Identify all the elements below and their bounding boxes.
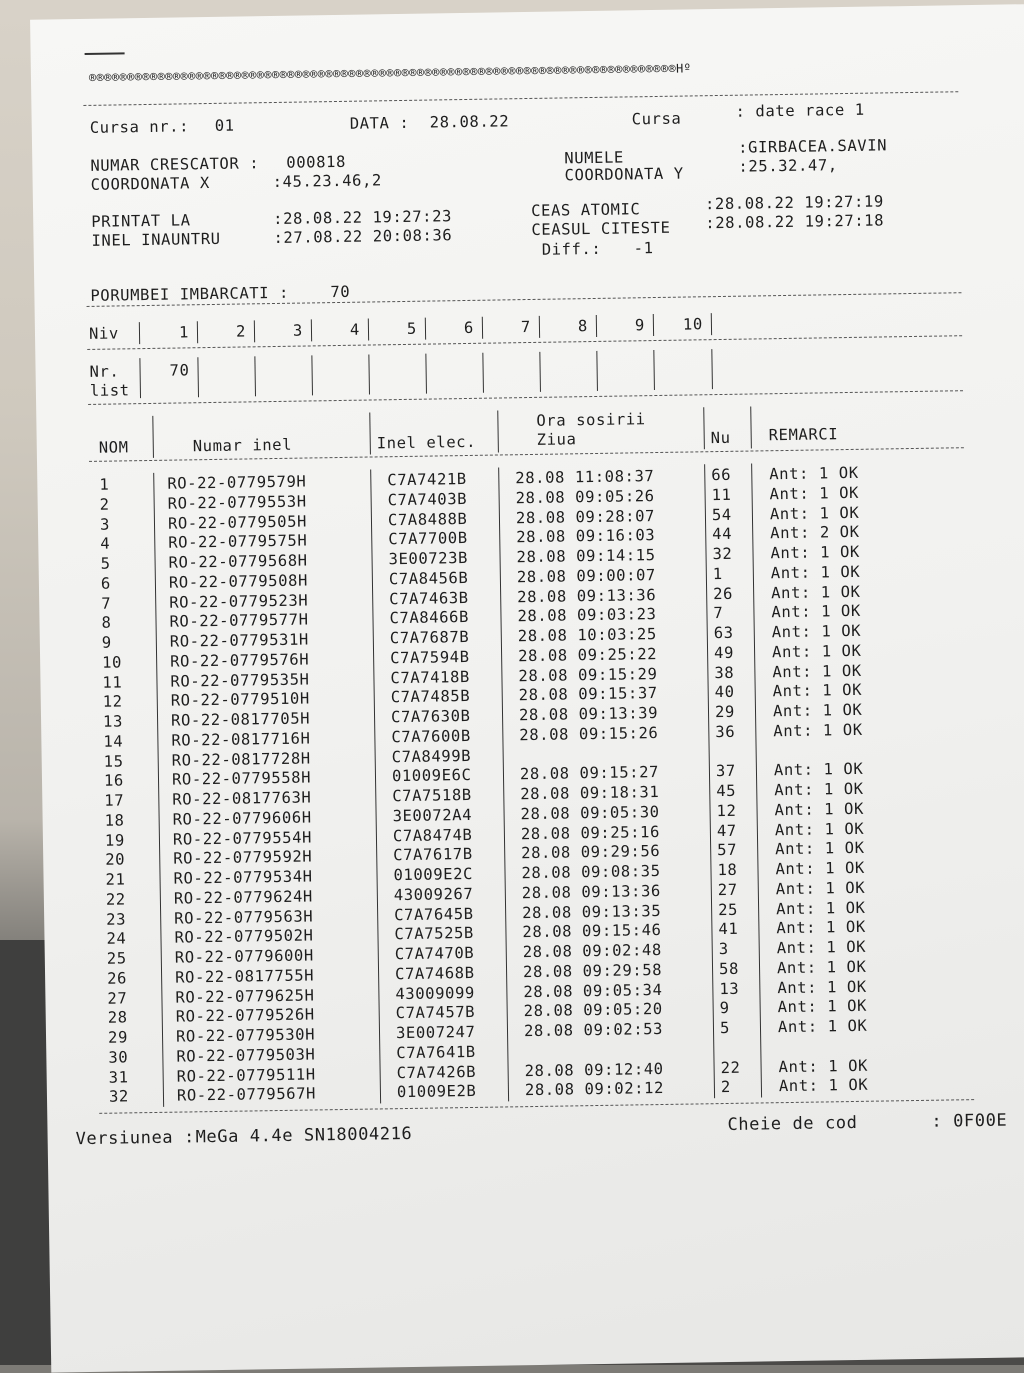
inel-label: INEL INAUNTRU bbox=[91, 229, 221, 250]
cell-ring-number: RO-22-0779505H bbox=[167, 512, 308, 533]
cell-nom: 9 bbox=[101, 633, 112, 652]
grid-line bbox=[711, 349, 713, 389]
cell-nu: 18 bbox=[717, 860, 738, 880]
cell-remarks: Ant: 1 OK bbox=[777, 997, 868, 1017]
cell-remarks: Ant: 1 OK bbox=[771, 641, 862, 661]
cell-ring-number: RO-22-0779503H bbox=[176, 1045, 316, 1066]
cell-nu: 29 bbox=[714, 702, 736, 722]
grid-line bbox=[139, 358, 141, 398]
cell-ring-number: RO-22-0779558H bbox=[171, 768, 312, 789]
ceas-atomic-label: CEAS ATOMIC bbox=[530, 200, 641, 220]
coord-x-label: COORDONATA X bbox=[90, 174, 210, 194]
cell-nom: 24 bbox=[106, 929, 127, 948]
cell-electronic-ring: 01009E6C bbox=[391, 766, 472, 786]
cell-remarks: Ant: 1 OK bbox=[777, 1016, 868, 1037]
cell-remarks: Ant: 1 OK bbox=[769, 503, 860, 523]
grid-line bbox=[197, 357, 199, 397]
cell-arrival-time: 28.08 09:29:56 bbox=[521, 842, 661, 863]
cell-arrival-time: 28.08 09:05:26 bbox=[515, 486, 655, 507]
coord-y-value: :25.32.47, bbox=[738, 156, 838, 176]
cell-ring-number: RO-22-0779534H bbox=[173, 867, 313, 888]
cell-electronic-ring: C7A7426B bbox=[396, 1062, 477, 1082]
cell-ring-number: RO-22-0817728H bbox=[171, 748, 311, 770]
porumbei-value: 70 bbox=[330, 282, 351, 302]
cell-ring-number: RO-22-0779625H bbox=[175, 985, 315, 1007]
cell-nu: 22 bbox=[720, 1058, 741, 1077]
cell-nu: 49 bbox=[713, 643, 735, 662]
cell-arrival-time: 28.08 09:16:03 bbox=[516, 526, 656, 547]
cell-arrival-time: 28.08 11:08:37 bbox=[515, 467, 655, 488]
cell-nom: 10 bbox=[102, 653, 123, 672]
cheie-value: : 0F00E bbox=[931, 1110, 1008, 1132]
cell-electronic-ring: C7A8456B bbox=[388, 568, 469, 588]
cell-ring-number: RO-22-0817755H bbox=[174, 966, 315, 987]
cell-electronic-ring: 01009E2B bbox=[396, 1082, 477, 1102]
cell-nom: 19 bbox=[104, 830, 125, 850]
cell-nu: 9 bbox=[719, 999, 730, 1018]
cell-remarks: Ant: 1 OK bbox=[776, 918, 866, 938]
cell-nom: 1 bbox=[99, 475, 110, 494]
cell-nom: 18 bbox=[104, 811, 125, 830]
cell-arrival-time: 28.08 10:03:25 bbox=[517, 625, 657, 646]
pen-mark bbox=[85, 52, 125, 55]
cell-arrival-time: 28.08 09:13:36 bbox=[521, 881, 662, 902]
grid-line bbox=[425, 354, 427, 394]
cell-ring-number: RO-22-0779563H bbox=[174, 906, 314, 928]
cell-ring-number: RO-22-0779600H bbox=[174, 946, 314, 967]
cell-nu: 57 bbox=[717, 841, 738, 860]
grid-line bbox=[497, 411, 499, 453]
level-number: 7 bbox=[520, 317, 532, 337]
cell-electronic-ring: C7A7594B bbox=[389, 647, 470, 667]
grid-line bbox=[311, 355, 313, 395]
cell-remarks: Ant: 1 OK bbox=[771, 582, 861, 602]
cell-nom: 12 bbox=[102, 692, 123, 711]
crescator-label: NUMAR CRESCATOR : bbox=[90, 154, 260, 175]
cell-nu: 37 bbox=[715, 762, 736, 781]
cell-ring-number: RO-22-0779531H bbox=[169, 630, 310, 651]
cell-arrival-time: 28.08 09:05:30 bbox=[520, 802, 660, 823]
cell-electronic-ring: C7A7617B bbox=[393, 845, 473, 865]
cell-nu: 47 bbox=[716, 821, 737, 840]
printat-value: :28.08.22 19:27:23 bbox=[273, 207, 453, 229]
cell-arrival-time: 28.08 09:13:36 bbox=[517, 585, 657, 606]
cell-nu: 66 bbox=[711, 465, 732, 485]
cell-nom: 17 bbox=[104, 791, 125, 810]
inel-value: :27.08.22 20:08:36 bbox=[273, 226, 453, 248]
grid-line bbox=[254, 356, 256, 396]
cell-nom: 30 bbox=[108, 1048, 129, 1067]
cell-remarks: Ant: 1 OK bbox=[769, 463, 859, 484]
cell-remarks: Ant: 1 OK bbox=[775, 839, 865, 859]
cell-electronic-ring: C7A7645B bbox=[394, 904, 474, 924]
cell-nom: 4 bbox=[100, 534, 111, 554]
cell-ring-number: RO-22-0779592H bbox=[173, 847, 313, 868]
cell-remarks: Ant: 1 OK bbox=[772, 700, 863, 721]
cell-arrival-time: 28.08 09:15:37 bbox=[518, 684, 658, 705]
cell-ring-number: RO-22-0779567H bbox=[176, 1084, 317, 1105]
cell-ring-number: RO-22-0817716H bbox=[171, 729, 311, 750]
coord-x-value: :45.23.46,2 bbox=[272, 171, 383, 192]
cell-nom: 27 bbox=[107, 988, 128, 1008]
cell-arrival-time: 28.08 09:18:31 bbox=[520, 783, 660, 804]
level-number: 6 bbox=[463, 318, 475, 338]
cheie-label: Cheie de cod bbox=[727, 1112, 858, 1135]
cell-electronic-ring: 3E00723B bbox=[388, 548, 469, 569]
cell-nom: 13 bbox=[102, 712, 124, 731]
cell-electronic-ring: C7A7468B bbox=[394, 963, 475, 983]
cell-remarks: Ant: 1 OK bbox=[775, 878, 866, 898]
cell-nom: 28 bbox=[107, 1008, 128, 1027]
cell-arrival-time: 28.08 09:03:23 bbox=[517, 605, 657, 626]
cell-nu: 12 bbox=[716, 801, 737, 820]
cell-electronic-ring: C7A7518B bbox=[392, 785, 472, 806]
cell-nu: 13 bbox=[719, 979, 740, 998]
cell-arrival-time: 28.08 09:28:07 bbox=[515, 506, 656, 527]
cell-nom: 6 bbox=[100, 574, 112, 593]
cell-ring-number: RO-22-0779510H bbox=[170, 689, 310, 710]
cell-electronic-ring: C7A8474B bbox=[392, 825, 473, 845]
cell-remarks: Ant: 1 OK bbox=[771, 602, 861, 622]
cell-nu: 44 bbox=[712, 525, 733, 544]
cell-nu: 40 bbox=[714, 683, 735, 702]
cell-nom: 23 bbox=[106, 909, 127, 929]
col-header-elec: Inel elec. bbox=[376, 432, 477, 453]
level-number: 4 bbox=[349, 320, 361, 339]
data-label: DATA : bbox=[349, 113, 410, 133]
cell-electronic-ring: C7A7687B bbox=[389, 627, 470, 648]
cell-arrival-time: 28.08 09:15:27 bbox=[519, 763, 660, 784]
versiunea-label: Versiunea : bbox=[75, 1127, 195, 1150]
list-value: 70 bbox=[169, 361, 190, 380]
numele-label: NUMELE bbox=[564, 148, 625, 168]
cell-nu: 45 bbox=[716, 781, 737, 801]
cell-nu: 5 bbox=[719, 1018, 731, 1038]
list-label: Nr. bbox=[89, 362, 120, 381]
cell-nom: 3 bbox=[99, 515, 111, 534]
levels-row bbox=[35, 310, 1024, 346]
grid-line bbox=[596, 351, 598, 391]
cell-arrival-time: 28.08 09:08:35 bbox=[521, 862, 661, 883]
cell-electronic-ring: C7A7525B bbox=[394, 924, 475, 944]
cell-remarks: Ant: 1 OK bbox=[773, 760, 864, 780]
cell-ring-number: RO-22-0779606H bbox=[172, 808, 312, 829]
cell-ring-number: RO-22-0779575H bbox=[168, 531, 308, 552]
cell-electronic-ring: 43009267 bbox=[393, 884, 474, 904]
cell-remarks: Ant: 1 OK bbox=[778, 1076, 869, 1096]
cell-nom: 20 bbox=[105, 850, 126, 869]
cell-arrival-time: 28.08 09:13:35 bbox=[522, 901, 662, 922]
cell-electronic-ring: C7A7485B bbox=[390, 687, 471, 707]
cell-ring-number: RO-22-0779577H bbox=[169, 610, 309, 631]
cell-remarks: Ant: 1 OK bbox=[769, 483, 860, 503]
cell-nu: 26 bbox=[713, 584, 734, 603]
cell-nom: 32 bbox=[108, 1087, 130, 1106]
cell-ring-number: RO-22-0779508H bbox=[168, 571, 309, 592]
cell-ring-number: RO-22-0779526H bbox=[175, 1005, 315, 1026]
cursa-value: : date race 1 bbox=[735, 100, 865, 121]
cell-remarks: Ant: 1 OK bbox=[777, 977, 867, 997]
cell-electronic-ring: C7A7470B bbox=[394, 943, 475, 964]
cell-electronic-ring: C7A7641B bbox=[396, 1042, 476, 1062]
cell-nom: 26 bbox=[106, 969, 128, 988]
cell-nu: 7 bbox=[713, 604, 724, 623]
col-header-day: Ziua bbox=[536, 430, 577, 449]
cell-remarks: Ant: 2 OK bbox=[770, 523, 860, 543]
cell-ring-number: RO-22-0779553H bbox=[167, 492, 307, 513]
cell-arrival-time: 28.08 09:05:34 bbox=[523, 980, 663, 1001]
col-header-ring: Numar inel bbox=[192, 435, 293, 456]
cell-nom: 29 bbox=[107, 1028, 129, 1047]
cell-ring-number: RO-22-0817705H bbox=[170, 709, 311, 730]
cell-nu: 32 bbox=[712, 544, 733, 564]
cell-remarks: Ant: 1 OK bbox=[770, 542, 861, 563]
cell-remarks: Ant: 1 OK bbox=[771, 621, 862, 642]
cell-ring-number: RO-22-0779535H bbox=[170, 669, 310, 691]
level-number: 1 bbox=[178, 323, 190, 342]
cell-remarks: Ant: 1 OK bbox=[776, 937, 867, 958]
level-number: 8 bbox=[577, 317, 589, 336]
cell-arrival-time: 28.08 09:05:20 bbox=[523, 1000, 663, 1021]
cell-nom: 31 bbox=[108, 1067, 129, 1087]
cell-nu: 41 bbox=[718, 920, 739, 939]
cell-electronic-ring: C7A7600B bbox=[391, 726, 471, 746]
cell-remarks: Ant: 1 OK bbox=[774, 819, 865, 839]
cell-ring-number: RO-22-0779511H bbox=[176, 1064, 316, 1086]
cell-remarks: Ant: 1 OK bbox=[772, 661, 862, 681]
cell-electronic-ring: 43009099 bbox=[395, 983, 476, 1003]
cell-nu: 63 bbox=[713, 623, 734, 643]
cursa-nr-label: Cursa nr.: bbox=[89, 117, 190, 137]
cell-ring-number: RO-22-0779554H bbox=[172, 827, 313, 849]
cell-nu: 36 bbox=[715, 722, 736, 741]
cell-arrival-time: 28.08 09:29:58 bbox=[522, 960, 663, 981]
cell-remarks: Ant: 1 OK bbox=[775, 858, 866, 879]
cell-electronic-ring: C7A8499B bbox=[391, 746, 472, 766]
level-number: 2 bbox=[235, 322, 247, 341]
cell-remarks: Ant: 1 OK bbox=[776, 957, 867, 977]
crescator-value: 000818 bbox=[286, 152, 347, 172]
cell-nu: 58 bbox=[718, 959, 740, 978]
cell-electronic-ring: C7A7630B bbox=[390, 706, 471, 727]
cell-electronic-ring: C7A7403B bbox=[387, 489, 468, 509]
cell-electronic-ring: C7A7463B bbox=[389, 588, 469, 608]
diff-label: Diff.: bbox=[541, 239, 602, 259]
cell-nu: 27 bbox=[717, 880, 738, 899]
cell-arrival-time: 28.08 09:12:40 bbox=[524, 1059, 664, 1080]
cell-ring-number: RO-22-0779624H bbox=[173, 887, 314, 908]
numele-value: :GIRBACEA.SAVIN bbox=[738, 136, 888, 157]
cell-arrival-time: 28.08 09:02:48 bbox=[522, 940, 662, 962]
cell-nu: 2 bbox=[720, 1078, 731, 1097]
cursa-label: Cursa bbox=[631, 109, 682, 129]
col-header-remarks: REMARCI bbox=[768, 425, 839, 445]
cell-electronic-ring: 01009E2C bbox=[393, 864, 474, 885]
grid-line bbox=[152, 416, 154, 458]
cell-arrival-time: 28.08 09:13:39 bbox=[518, 704, 659, 725]
cell-remarks: Ant: 1 OK bbox=[773, 720, 863, 740]
cell-electronic-ring: C7A8466B bbox=[389, 608, 470, 628]
cell-ring-number: RO-22-0779579H bbox=[167, 472, 307, 493]
versiunea-value: MeGa 4.4e SN18004216 bbox=[195, 1123, 413, 1148]
cell-arrival-time: 28.08 09:14:15 bbox=[516, 546, 656, 567]
cell-nu: 3 bbox=[718, 939, 729, 959]
niv-label: Niv bbox=[88, 324, 119, 343]
cursa-nr-value: 01 bbox=[214, 116, 235, 135]
cell-remarks: Ant: 1 OK bbox=[774, 799, 865, 819]
cell-remarks: Ant: 1 OK bbox=[774, 779, 864, 800]
cell-electronic-ring: C7A7418B bbox=[390, 667, 471, 687]
ceasul-label: CEASUL CITESTE bbox=[531, 218, 671, 239]
grid-line bbox=[482, 353, 484, 393]
cell-nom: 16 bbox=[103, 771, 125, 790]
printat-label: PRINTAT LA bbox=[91, 211, 191, 231]
cell-electronic-ring: 3E007247 bbox=[395, 1022, 476, 1043]
cell-arrival-time: 28.08 09:15:26 bbox=[519, 723, 659, 744]
level-number: 9 bbox=[634, 316, 646, 335]
cell-nu: 25 bbox=[717, 900, 739, 919]
cell-arrival-time: 28.08 09:00:07 bbox=[516, 565, 657, 586]
cell-electronic-ring: C7A7457B bbox=[395, 1003, 476, 1023]
cell-remarks: Ant: 1 OK bbox=[772, 681, 863, 701]
cell-nom: 5 bbox=[100, 554, 111, 573]
cell-nom: 25 bbox=[106, 949, 127, 968]
cell-ring-number: RO-22-0779576H bbox=[170, 650, 310, 671]
cell-nom: 22 bbox=[105, 890, 126, 909]
cell-electronic-ring: C7A7700B bbox=[388, 529, 468, 549]
cell-arrival-time: 28.08 09:02:12 bbox=[524, 1079, 665, 1100]
cell-nom: 14 bbox=[103, 732, 124, 751]
cell-nom: 11 bbox=[102, 672, 123, 692]
cell-remarks: Ant: 1 OK bbox=[775, 898, 866, 918]
col-header-time: Ora sosirii bbox=[536, 410, 646, 430]
cell-ring-number: RO-22-0779502H bbox=[174, 926, 314, 947]
col-header-nu: Nu bbox=[710, 428, 731, 448]
grid-line bbox=[703, 407, 705, 449]
divider bbox=[88, 390, 963, 405]
level-number: 5 bbox=[406, 319, 418, 338]
cell-arrival-time: 28.08 09:25:22 bbox=[517, 644, 658, 665]
level-number: 10 bbox=[682, 315, 703, 334]
list-label: list bbox=[89, 381, 130, 400]
grid-line bbox=[653, 350, 655, 390]
cell-nom: 8 bbox=[101, 613, 112, 633]
cell-ring-number: RO-22-0779523H bbox=[169, 591, 309, 612]
cell-electronic-ring: C7A8488B bbox=[387, 509, 468, 529]
cell-remarks: Ant: 1 OK bbox=[778, 1056, 869, 1076]
col-header-nom: NOM bbox=[98, 438, 129, 457]
cell-nom: 15 bbox=[103, 751, 124, 771]
cell-arrival-time: 28.08 09:15:29 bbox=[518, 664, 658, 685]
header-symbol-line: ®®®®®®®®®®®®®®®®®®®®®®®®®®®®®®®®®®®®®®®®®®®®®®®®®®®®®®®®®®®®®®®®®®®®®®®®®®®®®Hº bbox=[88, 61, 692, 85]
cell-nu: 54 bbox=[711, 505, 732, 524]
cell-nu: 1 bbox=[712, 564, 723, 583]
data-value: 28.08.22 bbox=[429, 112, 510, 132]
grid-line bbox=[750, 407, 752, 449]
ceas-atomic-value: :28.08.22 19:27:19 bbox=[704, 192, 884, 214]
cell-remarks: Ant: 1 OK bbox=[770, 562, 861, 582]
cell-nom: 2 bbox=[99, 495, 110, 514]
cell-ring-number: RO-22-0817763H bbox=[172, 788, 312, 809]
cell-electronic-ring: 3E0072A4 bbox=[392, 805, 473, 825]
cell-arrival-time: 28.08 09:25:16 bbox=[520, 822, 661, 843]
cell-electronic-ring: C7A7421B bbox=[387, 470, 467, 490]
grid-line bbox=[369, 413, 371, 455]
ceasul-value: :28.08.22 19:27:18 bbox=[705, 211, 885, 233]
cell-nu: 38 bbox=[714, 663, 735, 682]
grid-line bbox=[368, 355, 370, 395]
cell-nom: 7 bbox=[101, 594, 112, 613]
printed-race-sheet bbox=[30, 4, 1024, 1372]
cell-nu: 11 bbox=[711, 485, 732, 504]
cell-arrival-time: 28.08 09:02:53 bbox=[523, 1019, 664, 1041]
cell-ring-number: RO-22-0779530H bbox=[175, 1025, 316, 1046]
porumbei-label: PORUMBEI IMBARCATI : bbox=[90, 283, 290, 305]
level-number: 3 bbox=[292, 321, 304, 340]
cell-nom: 21 bbox=[105, 870, 126, 889]
diff-value: -1 bbox=[633, 239, 654, 258]
cell-arrival-time: 28.08 09:15:46 bbox=[522, 921, 662, 942]
grid-line bbox=[539, 352, 541, 392]
coord-y-label: COORDONATA Y bbox=[564, 164, 684, 185]
cell-ring-number: RO-22-0779568H bbox=[168, 551, 308, 572]
